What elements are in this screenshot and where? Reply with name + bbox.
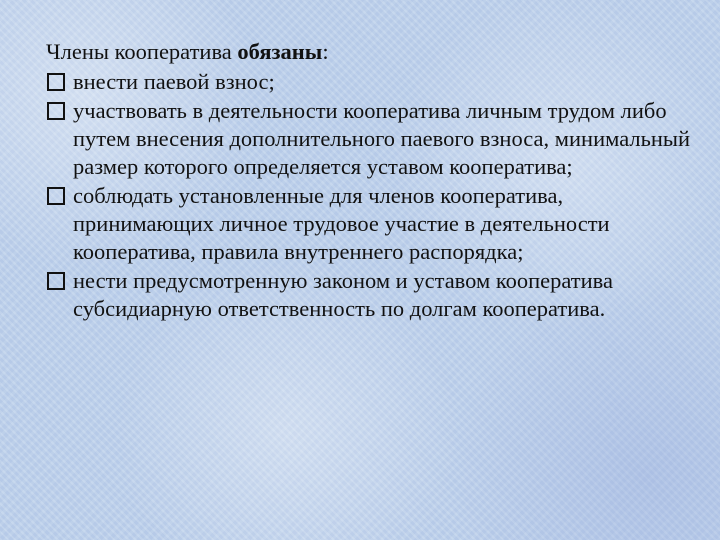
list-item-text: внести паевой взнос; <box>73 69 275 94</box>
list-item-text: соблюдать установленные для членов кооператива, принимающих личное трудовое участие в деятельности кооператива, правила внутреннего распорядка; <box>73 183 610 264</box>
checkbox-square-bullet-icon <box>47 102 65 120</box>
checkbox-square-bullet-icon <box>47 187 65 205</box>
list-item <box>46 97 696 181</box>
intro-colon: : <box>322 39 329 64</box>
slide-content <box>46 38 696 324</box>
intro-text: Члены кооператива <box>46 39 238 64</box>
checkbox-square-bullet-icon <box>47 73 65 91</box>
checkbox-square-bullet-icon <box>47 272 65 290</box>
duties-list <box>46 68 696 323</box>
intro-bold-text: обязаны <box>237 39 323 64</box>
list-item-text: участвовать в деятельности кооператива личным трудом либо путем внесения дополнительного паевого взноса, минимальный размер которого определяется уставом кооператива; <box>73 98 691 179</box>
list-item <box>46 182 696 266</box>
intro-line <box>46 38 696 68</box>
list-item-text: нести предусмотренную законом и уставом кооператива субсидиарную ответственность по долгам кооператива. <box>73 268 613 321</box>
list-item <box>46 68 696 96</box>
list-item <box>46 267 696 323</box>
